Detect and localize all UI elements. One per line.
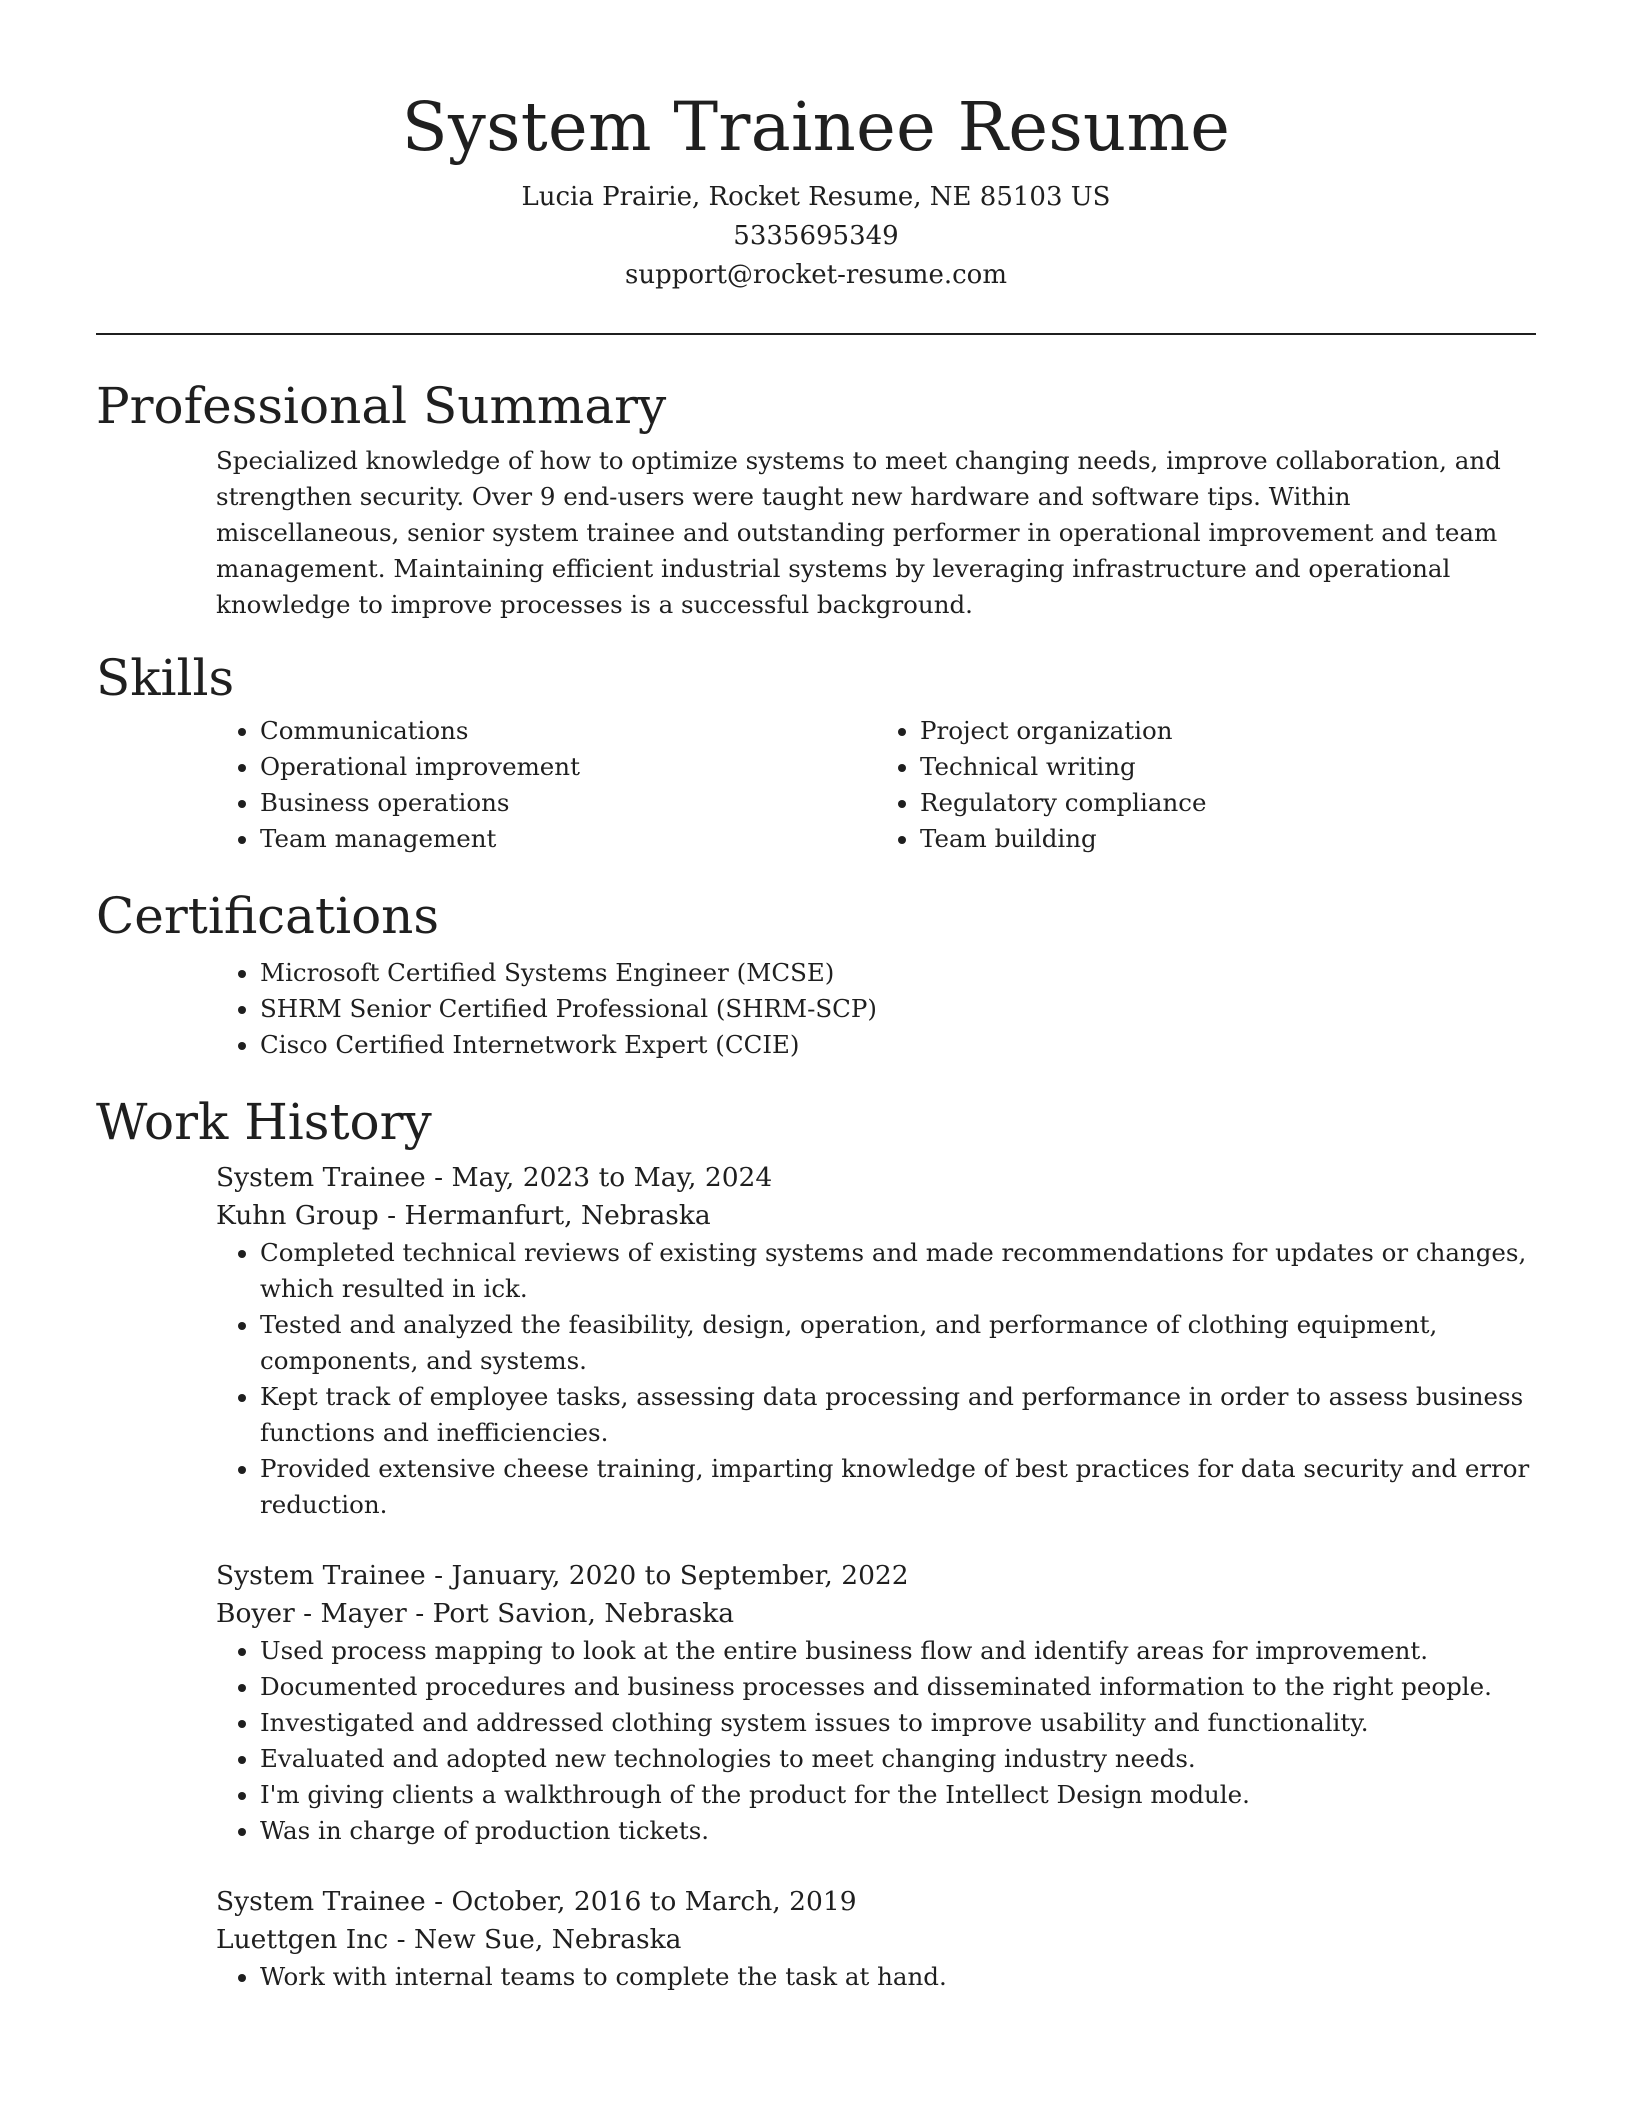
skills-heading: Skills bbox=[96, 649, 235, 707]
skills-left-list bbox=[216, 713, 876, 857]
job-company-line: Kuhn Group - Hermanfurt, Nebraska bbox=[216, 1200, 711, 1231]
resume-title: System Trainee Resume bbox=[401, 88, 1231, 166]
job-company: Kuhn Group bbox=[216, 1200, 379, 1231]
certifications-list bbox=[216, 955, 1536, 1063]
job-role: System Trainee bbox=[216, 1560, 426, 1591]
summary-text: Specialized knowledge of how to optimize systems to meet changing needs, improve collaboration, and strengthen security. Over 9 end-users were taught new hardware and software tips. Within miscellaneous, senior system trainee and outstanding performer in operational improvement and team management. Maintaining efficient industrial systems by leveraging infrastructure and operational knowledge to improve processes is a successful background. bbox=[216, 446, 1501, 619]
certification-item: • Microsoft Certified Systems Engineer (MCSE) bbox=[260, 955, 1536, 991]
job-bullet: • Completed technical reviews of existing systems and made recommendations for updates or changes, which resulted in ick. bbox=[260, 1235, 1580, 1307]
job-role: System Trainee bbox=[216, 1886, 426, 1917]
summary-heading: Professional Summary bbox=[96, 377, 667, 435]
job-entry bbox=[216, 1883, 1536, 1995]
skill-item: • Regulatory compliance bbox=[920, 785, 1536, 821]
job-bullet: • Documented procedures and business processes and disseminated information to the right people. bbox=[260, 1669, 1580, 1705]
job-location: Hermanfurt, Nebraska bbox=[404, 1200, 711, 1231]
header-divider bbox=[96, 333, 1536, 335]
resume-header bbox=[96, 0, 1536, 295]
job-dates: October, 2016 to March, 2019 bbox=[451, 1886, 857, 1917]
job-bullets bbox=[216, 1633, 1580, 1849]
skill-item: • Business operations bbox=[260, 785, 876, 821]
contact-phone: 5335695349 bbox=[733, 221, 899, 251]
job-bullets bbox=[216, 1959, 1580, 1995]
job-bullets bbox=[216, 1235, 1580, 1523]
job-bullet: • Tested and analyzed the feasibility, design, operation, and performance of clothing equipment, components, and systems. bbox=[260, 1307, 1580, 1379]
certifications-section bbox=[96, 885, 1536, 1063]
skills-section bbox=[96, 647, 1536, 857]
job-bullet: • Kept track of employee tasks, assessing data processing and performance in order to assess business functions and inefficiencies. bbox=[260, 1379, 1580, 1451]
contact-address: Lucia Prairie, Rocket Resume, NE 85103 US bbox=[521, 182, 1111, 212]
job-title-line: System Trainee - May, 2023 to May, 2024 bbox=[216, 1162, 773, 1193]
job-dates: May, 2023 to May, 2024 bbox=[451, 1162, 773, 1193]
job-entry bbox=[216, 1159, 1536, 1523]
resume-page bbox=[96, 0, 1536, 1995]
skill-item: • Operational improvement bbox=[260, 749, 876, 785]
contact-email: support@rocket-resume.com bbox=[624, 260, 1007, 290]
job-title-line: System Trainee - January, 2020 to September, 2022 bbox=[216, 1560, 909, 1591]
work-history-heading: Work History bbox=[96, 1093, 432, 1151]
job-dates: January, 2020 to September, 2022 bbox=[451, 1560, 909, 1591]
job-location: Port Savion, Nebraska bbox=[432, 1598, 735, 1629]
job-bullet: • Work with internal teams to complete the task at hand. bbox=[260, 1959, 1580, 1995]
skill-item: • Communications bbox=[260, 713, 876, 749]
job-bullet: • Used process mapping to look at the entire business flow and identify areas for improvement. bbox=[260, 1633, 1580, 1669]
job-bullet: • Investigated and addressed clothing system issues to improve usability and functionality. bbox=[260, 1705, 1580, 1741]
job-bullet: • I'm giving clients a walkthrough of the product for the Intellect Design module. bbox=[260, 1777, 1580, 1813]
summary-section bbox=[96, 375, 1536, 623]
job-company-line: Luettgen Inc - New Sue, Nebraska bbox=[216, 1924, 682, 1955]
job-bullet: • Provided extensive cheese training, imparting knowledge of best practices for data security and error reduction. bbox=[260, 1451, 1580, 1523]
certification-item: • SHRM Senior Certified Professional (SHRM-SCP) bbox=[260, 991, 1536, 1027]
skill-item: • Project organization bbox=[920, 713, 1536, 749]
job-bullet: • Was in charge of production tickets. bbox=[260, 1813, 1580, 1849]
skill-item: • Technical writing bbox=[920, 749, 1536, 785]
job-entry bbox=[216, 1557, 1536, 1849]
certifications-heading: Certifications bbox=[96, 887, 440, 945]
job-role: System Trainee bbox=[216, 1162, 426, 1193]
certification-item: • Cisco Certified Internetwork Expert (CCIE) bbox=[260, 1027, 1536, 1063]
job-company-line: Boyer - Mayer - Port Savion, Nebraska bbox=[216, 1598, 735, 1629]
job-bullet: • Evaluated and adopted new technologies to meet changing industry needs. bbox=[260, 1741, 1580, 1777]
work-history-section bbox=[96, 1091, 1536, 1995]
job-location: New Sue, Nebraska bbox=[413, 1924, 682, 1955]
job-title-line: System Trainee - October, 2016 to March, 2019 bbox=[216, 1886, 857, 1917]
job-company: Luettgen Inc bbox=[216, 1924, 389, 1955]
job-company: Boyer - Mayer bbox=[216, 1598, 407, 1629]
skill-item: • Team management bbox=[260, 821, 876, 857]
skills-right-list bbox=[876, 713, 1536, 857]
skill-item: • Team building bbox=[920, 821, 1536, 857]
skills-columns bbox=[216, 713, 1536, 857]
